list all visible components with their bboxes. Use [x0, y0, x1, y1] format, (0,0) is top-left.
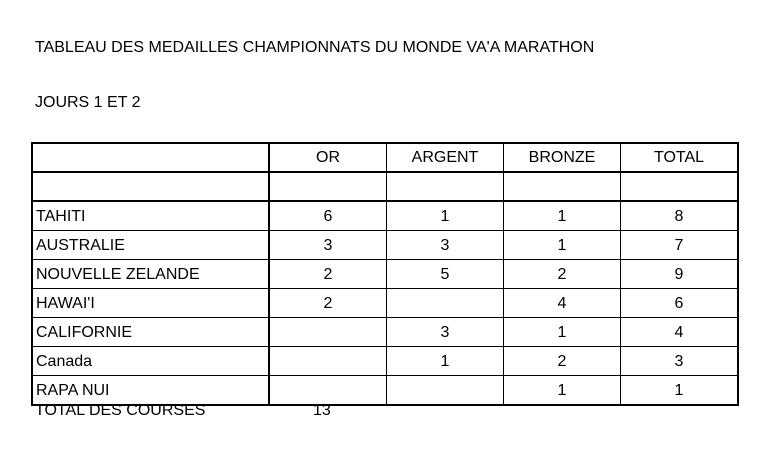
country-cell: CALIFORNIE	[32, 318, 269, 347]
bronze-cell: 1	[504, 231, 621, 260]
country-cell: TAHITI	[32, 201, 269, 231]
argent-cell: 3	[387, 318, 504, 347]
country-cell: Canada	[32, 347, 269, 376]
header-country	[32, 143, 269, 172]
total-courses-label: TOTAL DES COURSES	[35, 402, 206, 419]
table-row	[32, 376, 738, 406]
or-cell	[269, 347, 387, 376]
header-total: TOTAL	[621, 143, 739, 172]
total-cell: 7	[621, 231, 739, 260]
argent-cell: 1	[387, 201, 504, 231]
document-subtitle: JOURS 1 ET 2	[35, 94, 141, 111]
bronze-cell: 1	[504, 318, 621, 347]
argent-cell	[387, 376, 504, 406]
table-blank-row	[32, 172, 738, 201]
argent-cell: 1	[387, 347, 504, 376]
total-cell: 4	[621, 318, 739, 347]
blank-cell	[621, 172, 739, 201]
header-argent: ARGENT	[387, 143, 504, 172]
argent-cell	[387, 289, 504, 318]
bronze-cell: 1	[504, 376, 621, 406]
bronze-cell: 2	[504, 347, 621, 376]
or-cell: 2	[269, 260, 387, 289]
country-cell: RAPA NUI	[32, 376, 269, 406]
document-title: TABLEAU DES MEDAILLES CHAMPIONNATS DU MONDE VA'A MARATHON	[35, 39, 595, 56]
medal-table	[31, 142, 739, 406]
or-cell: 3	[269, 231, 387, 260]
table-row	[32, 289, 738, 318]
argent-cell: 3	[387, 231, 504, 260]
or-cell	[269, 376, 387, 406]
total-cell: 3	[621, 347, 739, 376]
table-row	[32, 231, 738, 260]
table-row	[32, 260, 738, 289]
blank-cell	[32, 172, 269, 201]
header-bronze: BRONZE	[504, 143, 621, 172]
argent-cell: 5	[387, 260, 504, 289]
country-cell: NOUVELLE ZELANDE	[32, 260, 269, 289]
table-header-row	[32, 143, 738, 172]
bronze-cell: 2	[504, 260, 621, 289]
total-cell: 6	[621, 289, 739, 318]
table-row	[32, 201, 738, 231]
table-row	[32, 318, 738, 347]
blank-cell	[269, 172, 387, 201]
blank-cell	[504, 172, 621, 201]
total-cell: 8	[621, 201, 739, 231]
or-cell	[269, 318, 387, 347]
or-cell: 2	[269, 289, 387, 318]
header-or: OR	[269, 143, 387, 172]
total-courses-value: 13	[313, 402, 331, 419]
bronze-cell: 4	[504, 289, 621, 318]
blank-cell	[387, 172, 504, 201]
table-row	[32, 347, 738, 376]
country-cell: AUSTRALIE	[32, 231, 269, 260]
or-cell: 6	[269, 201, 387, 231]
total-cell: 1	[621, 376, 739, 406]
total-cell: 9	[621, 260, 739, 289]
country-cell: HAWAI'I	[32, 289, 269, 318]
bronze-cell: 1	[504, 201, 621, 231]
